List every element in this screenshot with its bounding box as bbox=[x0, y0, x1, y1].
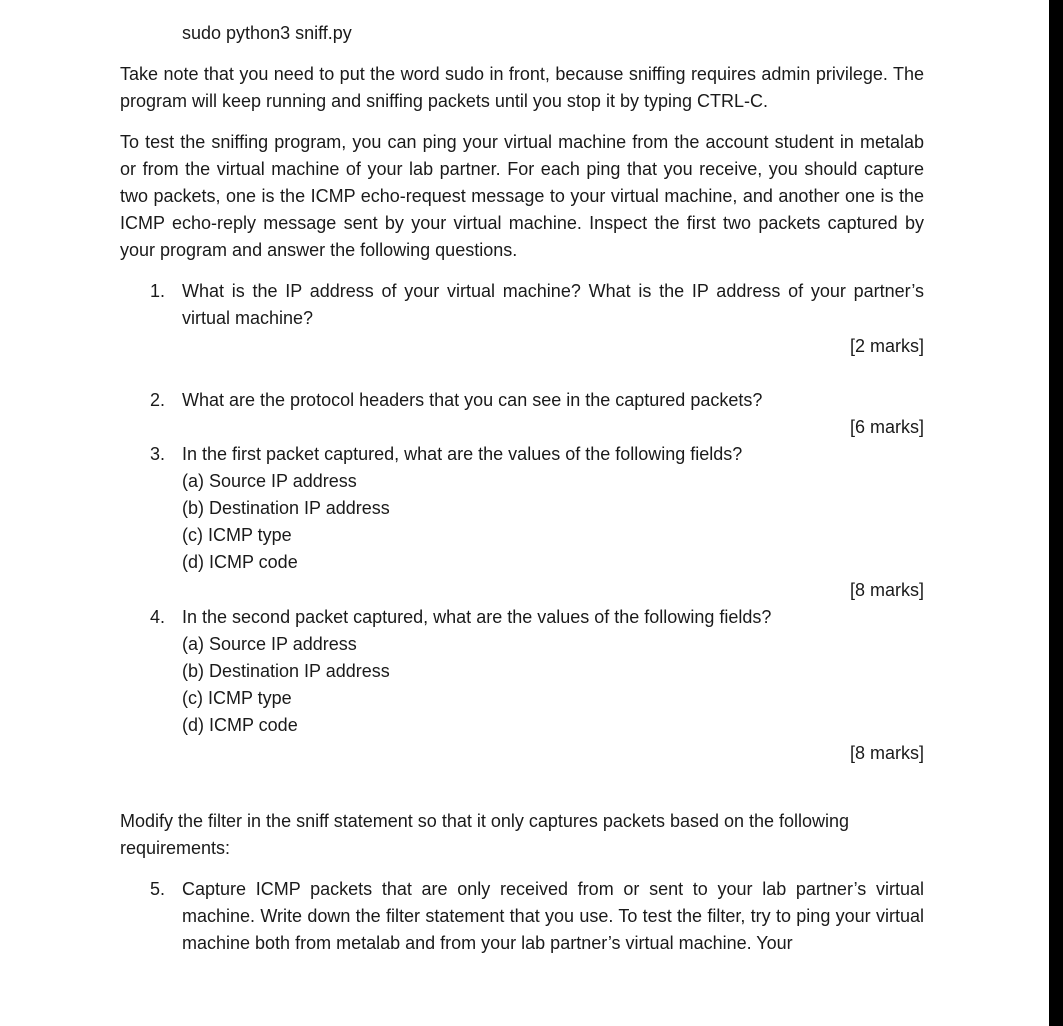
sub-item: (a) Source IP address bbox=[182, 471, 357, 491]
question-number: 4. bbox=[150, 607, 166, 627]
sub-item: (a) Source IP address bbox=[182, 634, 357, 654]
scan-edge-bar bbox=[1049, 0, 1063, 1026]
marks-q3: [8 marks] bbox=[849, 580, 924, 600]
question-1 bbox=[150, 278, 924, 332]
question-number: 3. bbox=[150, 444, 166, 464]
question-text: In the first packet captured, what are the values of the following fields? bbox=[182, 444, 743, 464]
question-3 bbox=[150, 441, 924, 576]
question-5 bbox=[150, 876, 924, 957]
sub-item: (b) Destination IP address bbox=[182, 661, 390, 681]
sub-item: (c) ICMP type bbox=[182, 688, 292, 708]
question-4 bbox=[150, 604, 924, 739]
question-text: What are the protocol headers that you can see in the captured packets? bbox=[182, 390, 763, 410]
marks-q2: [6 marks] bbox=[849, 417, 924, 437]
question-text: In the second packet captured, what are the values of the following fields? bbox=[182, 607, 772, 627]
sub-item: (c) ICMP type bbox=[182, 525, 292, 545]
question-number: 1. bbox=[150, 281, 166, 301]
question-text: Capture ICMP packets that are only received from or sent to your lab partner’s virtual machine. Write down the filter statement that you use. To test the filter, try to ping your virtual machine both from metalab and from your lab partner’s virtual machine. Your bbox=[182, 879, 924, 953]
marks-q4: [8 marks] bbox=[849, 743, 924, 763]
command-line: sudo python3 sniff.py bbox=[182, 23, 352, 43]
paragraph-modify: Modify the filter in the sniff statement so that it only captures packets based on the following requirements: bbox=[120, 811, 850, 858]
sub-item: (b) Destination IP address bbox=[182, 498, 390, 518]
sub-item: (d) ICMP code bbox=[182, 715, 298, 735]
paragraph-test: To test the sniffing program, you can ping your virtual machine from the account student in metalab or from the virtual machine of your lab partner. For each ping that you receive, you should capture two packets, one is the ICMP echo-request message to your virtual machine, and another one is the ICMP echo-reply message sent by your virtual machine. Inspect the first two packets captured by your program and answer the following questions. bbox=[120, 132, 924, 260]
question-text: What is the IP address of your virtual machine? What is the IP address of your partner’s virtual machine? bbox=[182, 281, 924, 328]
question-number: 5. bbox=[150, 879, 166, 899]
paragraph-note: Take note that you need to put the word sudo in front, because sniffing requires admin privilege. The program will keep running and sniffing packets until you stop it by typing CTRL-C. bbox=[120, 64, 924, 111]
marks-q1: [2 marks] bbox=[849, 336, 924, 356]
sub-item: (d) ICMP code bbox=[182, 552, 298, 572]
question-number: 2. bbox=[150, 390, 166, 410]
question-2 bbox=[150, 387, 924, 414]
